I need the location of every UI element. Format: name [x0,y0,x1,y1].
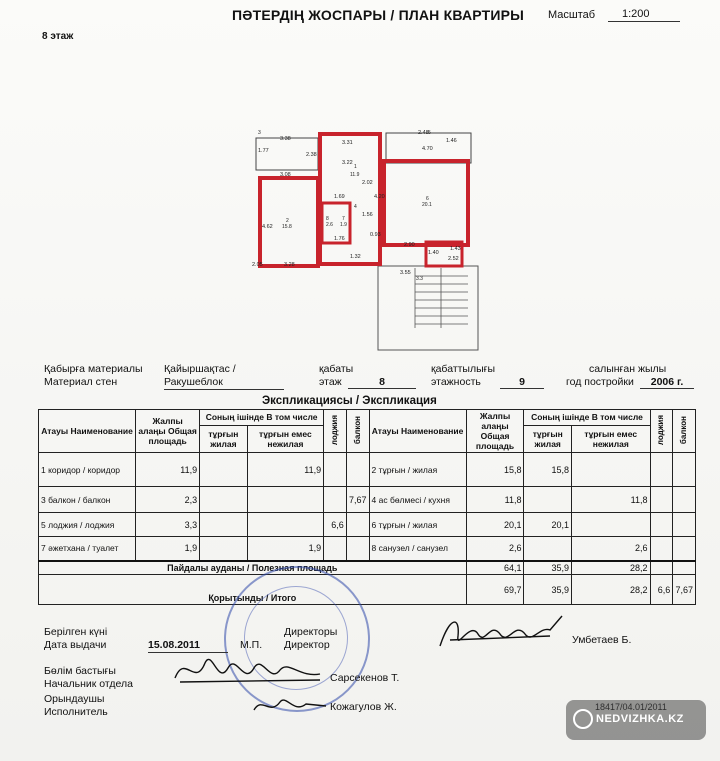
useful-nonliving: 28,2 [571,561,650,575]
floor-label: 8 этаж [42,31,74,42]
grand-balcony: 7,67 [673,575,696,605]
room-living [200,453,248,487]
dim-label: 1.43 [450,246,461,252]
room-number: 4 [354,204,357,210]
room-area: 15.8 [282,224,292,230]
scale-underline [608,21,680,22]
room-name: 1 коридор / коридор [39,453,136,487]
scale-value: 1:200 [622,8,650,20]
executor-name: Кожагулов Ж. [330,701,397,713]
header-nonliving: тұрғын емес нежилая [571,425,650,452]
header-incl: Соның ішінде В том числе [200,410,324,426]
floors-field-label [431,363,495,389]
room-number: 5 [428,130,431,136]
grand-living: 35,9 [524,575,572,605]
issued-label-ru: Дата выдачи [44,639,107,651]
room-number: 2 [286,218,289,224]
dim-label: 3.38 [280,136,291,142]
room-nonliving [571,453,650,487]
room-number: 1 [354,164,357,170]
room-living: 15,8 [524,453,572,487]
room-number: 8 [326,216,329,222]
header-balcony: балкон [673,410,696,453]
header-name: Атауы Наименование [369,410,466,453]
stamp-place-label: М.П. [240,639,263,651]
plan-red-walls [260,134,468,266]
room-number: 6 [426,196,429,202]
room-balcony [673,453,696,487]
room-nonliving: 11,8 [571,487,650,513]
issued-label-kz: Берілген күні [44,626,108,638]
grand-total-label: Қорытынды / Итого [39,575,467,605]
header-total: Жалпы алаңы Общая площадь [466,410,524,453]
wall-value-kz: Қайыршақтас / [164,363,236,375]
useful-total: 64,1 [466,561,524,575]
header-name: Атауы Наименование [39,410,136,453]
floors-label-kz: қабаттылығы [431,363,496,375]
dim-label: 2.48 [418,130,429,136]
wall-material-value [164,363,284,390]
dim-label: 2.52 [448,256,459,262]
room-loggia [650,487,673,513]
dim-label: 3.08 [280,172,291,178]
room-total: 15,8 [466,453,524,487]
header-living: тұрғын жилая [200,425,248,452]
room-number: 7 [342,216,345,222]
director-signature [430,606,570,656]
room-living [524,487,572,513]
room-loggia [650,537,673,561]
room-name: 6 тұрғын / жилая [369,513,466,537]
room-name: 8 санузел / санузел [369,537,466,561]
room-area: 3.3 [416,276,423,282]
dim-label: 2.38 [306,152,317,158]
dim-label: 4.20 [374,194,385,200]
useful-loggia [650,561,673,575]
header-total: Жалпы алаңы Общая площадь [136,410,200,453]
dim-label: 0.93 [370,232,381,238]
director-label-kz: Директоры [284,626,338,638]
room-balcony [673,537,696,561]
grand-total: 69,7 [466,575,524,605]
room-name: 4 ас бөлмесі / кухня [369,487,466,513]
room-total: 20,1 [466,513,524,537]
director-name: Умбетаев Б. [572,634,632,646]
dim-label: 1.32 [350,254,361,260]
room-area: 20.1 [422,202,432,208]
table-row [39,513,696,537]
wall-label-ru: Материал стен [44,376,118,388]
dim-label: 1.46 [446,138,457,144]
room-name: 3 балкон / балкон [39,487,136,513]
watermark-text: NEDVIZHKA.KZ [596,713,684,725]
useful-area-label: Пайдалы ауданы / Полезная площадь [39,561,467,575]
year-label-ru: год постройки [566,376,634,388]
issue-date-value: 15.08.2011 [148,639,228,653]
watermark-badge [566,700,706,740]
room-balcony: 7,67 [346,487,369,513]
header-balcony: балкон [346,410,369,453]
home-icon [573,709,593,729]
room-total: 11,8 [466,487,524,513]
room-name: 2 тұрғын / жилая [369,453,466,487]
dim-label: 1.40 [428,250,439,256]
table-row [39,453,696,487]
room-loggia [324,487,347,513]
dim-label: 1.76 [334,236,345,242]
floor-label-ru: этаж [319,376,342,388]
director-label-ru: Директор [284,639,330,651]
head-label-kz: Бөлім бастығы [44,665,116,677]
room-nonliving [247,513,323,537]
room-nonliving: 11,9 [247,453,323,487]
grand-nonliving: 28,2 [571,575,650,605]
header-nonliving: тұрғын емес нежилая [247,425,323,452]
header-loggia: лоджия [324,410,347,453]
department-head-signature [170,648,330,692]
room-area: 2.6 [326,222,333,228]
room-name: 5 лоджия / лоджия [39,513,136,537]
room-balcony [673,513,696,537]
dim-label: 2.90 [404,242,415,248]
dim-label: 1.56 [362,212,373,218]
floor-label-kz: қабаты [319,363,354,375]
header-row-1 [39,410,696,426]
room-area: 1.9 [340,222,347,228]
room-nonliving [247,487,323,513]
room-living: 20,1 [524,513,572,537]
scale-label: Масштаб [548,9,596,21]
dim-label: 3.31 [342,140,353,146]
room-balcony [346,537,369,561]
useful-living: 35,9 [524,561,572,575]
useful-balcony [673,561,696,575]
room-total: 2,3 [136,487,200,513]
document-title: ПӘТЕРДІҢ ЖОСПАРЫ / ПЛАН КВАРТИРЫ [232,7,525,23]
head-label-ru: Начальник отдела [44,678,133,690]
grand-total-row [39,575,696,605]
dim-label: 3.28 [284,262,295,268]
header-loggia: лоджия [650,410,673,453]
floor-plan [250,128,480,353]
executor-signature [250,690,330,720]
floors-label-ru: этажность [431,376,481,388]
header-incl: Соның ішінде В том числе [524,410,650,426]
table-row [39,487,696,513]
wall-label-kz: Қабырға материалы [44,363,143,375]
explication-table [38,409,696,605]
executor-label-ru: Исполнитель [44,706,108,718]
dim-label: 1.69 [334,194,345,200]
room-loggia [650,453,673,487]
executor-label [44,693,108,719]
room-living [200,513,248,537]
room-nonliving [571,513,650,537]
department-head-name: Сарсекенов Т. [330,672,400,684]
dim-label: 3.55 [400,270,411,276]
room-balcony [346,453,369,487]
floors-value: 9 [500,376,544,389]
year-value: 2006 г. [640,376,694,389]
department-head-label [44,665,133,691]
room-total: 11,9 [136,453,200,487]
room-loggia [650,513,673,537]
room-loggia: 6,6 [324,513,347,537]
room-number: 3 [258,130,261,136]
room-living [524,537,572,561]
dim-label: 3.22 [342,160,353,166]
room-nonliving: 2,6 [571,537,650,561]
dim-label: 1.77 [258,148,269,154]
room-total: 3,3 [136,513,200,537]
room-total: 2,6 [466,537,524,561]
header-living: тұрғын жилая [524,425,572,452]
room-area: 11.9 [350,172,360,178]
year-label-kz: салынған жылы [589,363,667,375]
useful-area-row [39,561,696,575]
room-balcony [673,487,696,513]
dim-label: 4.62 [262,224,273,230]
room-loggia [324,537,347,561]
room-balcony [346,513,369,537]
room-name: 7 әжетхана / туалет [39,537,136,561]
room-total: 1,9 [136,537,200,561]
floor-value: 8 [348,376,416,389]
room-loggia [324,453,347,487]
room-nonliving: 1,9 [247,537,323,561]
explication-title: Экспликациясы / Экспликация [262,395,437,407]
room-living [200,487,248,513]
grand-loggia: 6,6 [650,575,673,605]
executor-label-kz: Орындаушы [44,693,105,705]
dim-label: 2.02 [362,180,373,186]
room-living [200,537,248,561]
wall-material-label [44,363,143,389]
wall-value-ru: Ракушеблок [164,376,284,390]
issue-date-label [44,626,107,652]
dim-label: 2.05 [252,262,263,268]
table-row [39,537,696,561]
dim-label: 4.70 [422,146,433,152]
